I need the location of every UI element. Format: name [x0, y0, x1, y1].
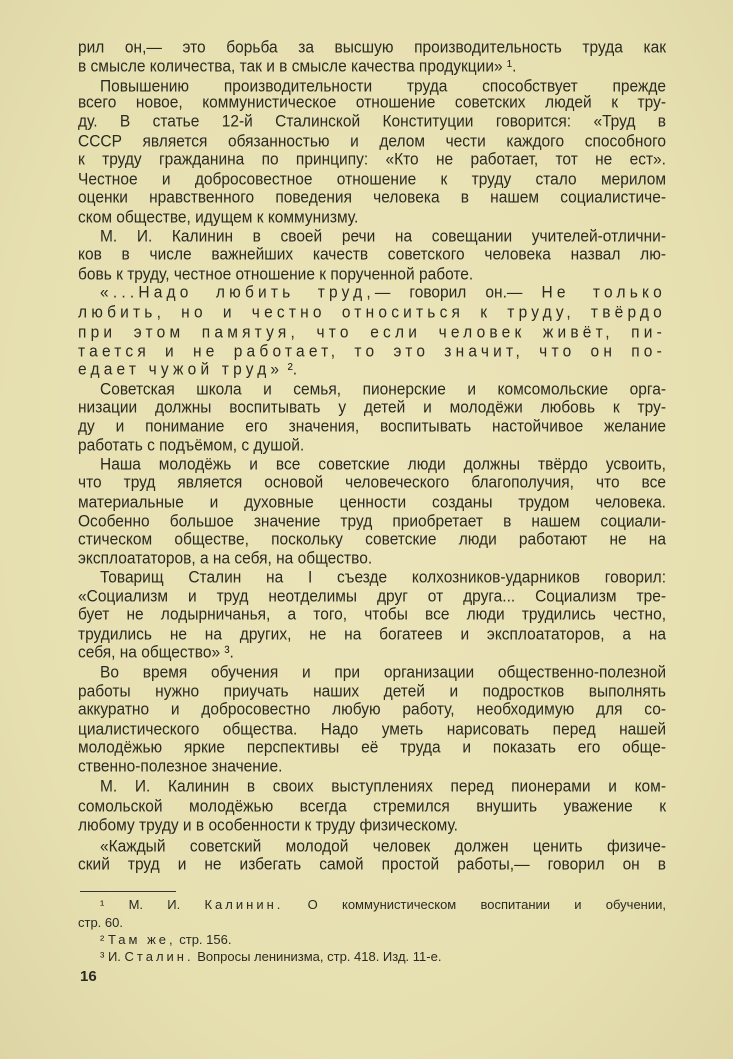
text-segment: сомольской молодёжью всегда стремился внушить уважение к [78, 797, 666, 816]
spaced-text: «...Надо любить труд, [100, 283, 375, 302]
spaced-text: тается и не работает, то это значит, что он по- [78, 342, 666, 361]
text-line [78, 854, 666, 876]
text-segment: ков в числе важнейших качеств советского человека назвал лю- [78, 245, 666, 264]
page-number: 16 [80, 968, 97, 985]
text-segment: «Каждый советский молодой человек должен ценить физиче- [100, 837, 666, 856]
text-line [78, 815, 666, 837]
text-segment: рил он,— это борьба за высшую производительность труда как [78, 38, 666, 57]
text-segment: ду. В статье 12-й Сталинской Конституции говорится: «Труд в [78, 112, 666, 131]
text-segment: М. И. Калинин в своих выступлениях перед пионерами и ком- [100, 777, 666, 796]
footnote [100, 948, 666, 966]
footnote-text: Там же, [107, 932, 176, 947]
text-segment: к труду гражданина по принципу: «Кто не работает, тот не ест». [78, 150, 666, 169]
footnote-text: ¹ М. И. [100, 897, 205, 912]
text-segment: аккуратно и добросовестно любую работу, необходимую для со- [78, 700, 666, 719]
footnote-divider [80, 891, 176, 892]
footnote [100, 931, 666, 949]
text-line [78, 302, 666, 324]
text-line [78, 149, 666, 171]
text-segment: Советская школа и семья, пионерские и комсомольские орга- [100, 380, 666, 399]
text-segment: стическом обществе, поскольку советские люди работают не на [78, 530, 666, 549]
text-line [78, 359, 666, 381]
footnote-text: Сталин. [124, 949, 194, 964]
text-segment: Во время обучения и при организации общественно-полезной [100, 663, 666, 682]
text-segment: СССР является обязанностью и делом чести каждого способного [78, 132, 666, 151]
text-line [78, 111, 666, 133]
text-segment: Повышению производительности труда способствует прежде [100, 77, 666, 96]
text-segment: Наша молодёжь и все советские люди должны твёрдо усвоить, [100, 455, 666, 474]
text-line [78, 756, 666, 778]
text-segment: себя, на общество» ³. [78, 643, 234, 662]
spaced-text: при этом памятуя, что если человек живёт, пи- [78, 323, 666, 342]
text-segment: любому труду и в особенности к труду физическому. [78, 816, 458, 835]
text-segment: бовь к труду, честное отношение к порученной работе. [78, 265, 474, 284]
text-segment: Особенно большое значение труд приобретает в нашем социали- [78, 512, 666, 531]
text-line [78, 604, 666, 626]
footnote-text: стр. 156. [175, 932, 232, 947]
text-line [78, 187, 666, 209]
text-segment: «Социализм и труд неотделимы друг от друга... Социализм тре- [78, 587, 666, 606]
text-line [78, 699, 666, 721]
text-segment: работы нужно приучать наших детей и подростков выполнять [78, 682, 666, 701]
spaced-text: Не только [541, 283, 667, 302]
text-segment: ². [283, 360, 298, 379]
footnote-text: ² [100, 932, 108, 947]
text-segment: Товарищ Сталин на I съезде колхозников-ударников говорил: [100, 568, 666, 587]
text-segment: М. И. Калинин в своей речи на совещании учителей-отлични- [100, 227, 666, 246]
text-segment: низации должны воспитывать у детей и молодёжи любовь к тру- [78, 398, 666, 417]
text-segment: ский труд и не избегать самой простой работы,— говорил он в [78, 855, 666, 874]
spaced-text: едает чужой труд» [78, 360, 284, 379]
footnote [100, 896, 666, 914]
footnote-text: ³ И. [100, 949, 125, 964]
text-line [78, 642, 666, 664]
text-segment: бует не лодырничанья, а того, чтобы все люди трудились честно, [78, 605, 666, 624]
text-line [100, 282, 666, 304]
text-segment: всего новое, коммунистическое отношение советских людей к тру- [78, 93, 666, 112]
footnote-text: Калинин. [204, 897, 284, 912]
text-line [78, 472, 666, 494]
text-segment: ственно-полезное значение. [78, 757, 283, 776]
text-segment: в смысле количества, так и в смысле качества продукции» ¹. [78, 57, 517, 76]
footnote-text: О коммунистическом воспитании и обучении, [283, 897, 666, 912]
text-segment: ду и понимание его значения, воспитывать настойчивое желание [78, 417, 666, 436]
text-line [78, 56, 666, 78]
text-segment: оценки нравственного поведения человека в нашем социалистиче- [78, 188, 666, 207]
footnote-text: стр. 60. [78, 915, 123, 930]
text-line [100, 776, 666, 798]
text-line [78, 244, 666, 266]
text-segment: Честное и добросовестное отношение к труду стало мерилом [78, 170, 666, 189]
text-segment: циалистического общества. Надо уметь нарисовать перед нашей [78, 720, 666, 739]
text-segment: — говорил он.— [374, 283, 542, 302]
spaced-text: любить, но и честно относиться к труду, твёрдо [78, 303, 666, 322]
text-segment: материальные и духовные ценности созданы трудом человека. [78, 493, 666, 512]
text-segment: молодёжью яркие перспективы её труда и показать его обще- [78, 738, 666, 757]
text-segment: работать с подъёмом, с душой. [78, 436, 305, 455]
text-segment: эксплоататоров, а на себя, на общество. [78, 549, 373, 568]
footnote [78, 914, 666, 932]
footnote-text: Вопросы ленинизма, стр. 418. Изд. 11-е. [193, 949, 442, 964]
text-segment: ском обществе, идущем к коммунизму. [78, 208, 359, 227]
text-segment: трудились не на других, не на богатеев и эксплоататоров, а на [78, 625, 666, 644]
text-segment: что труд является основой человеческого благополучия, что все [78, 473, 666, 492]
